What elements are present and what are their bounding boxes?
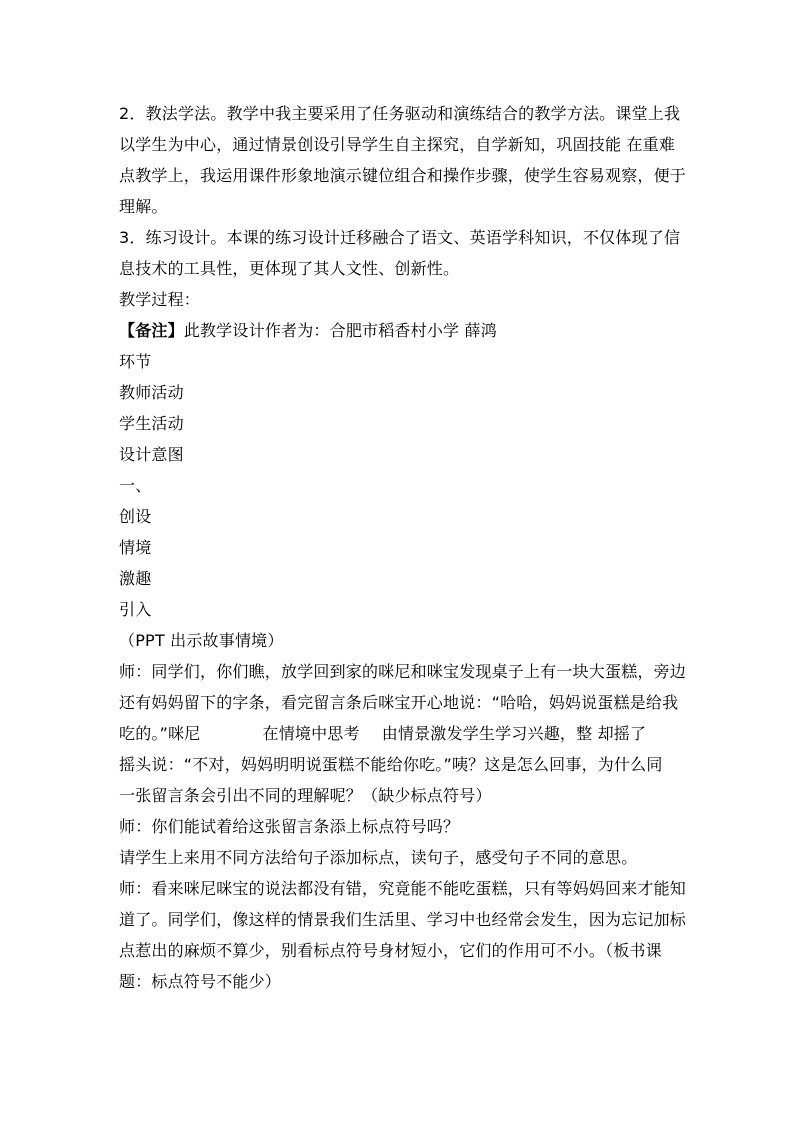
story2-line-7: 点惹出的麻烦不算少，别看标点符号身材短小，它们的作用可不小。（板书课 <box>119 941 662 960</box>
section-label-1: 一、 <box>119 476 152 495</box>
note-label: 【备注】 <box>119 321 184 340</box>
story-mixed-part1: 吃的。”咪尼 <box>119 724 201 743</box>
practice-line-2: 息技术的工具性，更体现了其人文性、创新性。 <box>119 259 460 278</box>
process-title: 教学过程： <box>119 290 201 309</box>
story2-line-4: 请学生上来用不同方法给句子添加标点，读句子，感受句子不同的意思。 <box>119 848 638 867</box>
section-label-4: 激趣 <box>119 569 152 588</box>
table-header-student: 学生活动 <box>119 414 184 433</box>
story2-line-6: 道了。同学们，像这样的情景我们生活里、学习中也经常会发生，因为忘记加标 <box>119 910 687 929</box>
story2-line-8: 题：标点符号不能少） <box>119 972 282 991</box>
method-line-4: 理解。 <box>119 197 168 216</box>
story-mixed-part3: 由情景激发学生学习兴趣，整 却摇了 <box>381 724 647 743</box>
story2-line-3: 师：你们能试着给这张留言条添上标点符号吗？ <box>119 817 460 836</box>
section-label-2: 创设 <box>119 507 152 526</box>
story-line-1: 师：同学们，你们瞧，放学回到家的咪尼和咪宝发现桌子上有一块大蛋糕，旁边 <box>119 662 687 681</box>
method-line-3: 点教学上，我运用课件形象地演示键位组合和操作步骤，使学生容易观察，便于 <box>119 166 687 185</box>
table-header-intent: 设计意图 <box>119 445 184 464</box>
section-label-3: 情境 <box>119 538 152 557</box>
document-body <box>119 98 687 997</box>
note-line <box>119 315 679 346</box>
practice-line-1: 3．练习设计。本课的练习设计迁移融合了语文、英语学科知识，不仅体现了信 <box>119 228 681 247</box>
story2-line-5: 师：看来咪尼咪宝的说法都没有错，究竟能不能吃蛋糕，只有等妈妈回来才能知 <box>119 879 687 898</box>
ppt-line: （PPT 出示故事情境） <box>119 631 284 650</box>
story2-line-1: 摇头说：“不对，妈妈明明说蛋糕不能给你吃。”咦？这是怎么回事，为什么同 <box>119 755 663 774</box>
story-mixed-line <box>119 718 679 749</box>
section-label-5: 引入 <box>119 600 152 619</box>
story-line-2: 还有妈妈留下的字条，看完留言条后咪宝开心地说：“哈哈，妈妈说蛋糕是给我 <box>119 693 679 712</box>
table-header-stage: 环节 <box>119 352 152 371</box>
method-line-2: 以学生为中心，通过情景创设引导学生自主探究，自学新知，巩固技能 在重难 <box>119 135 676 154</box>
story-mixed-part2: 在情境中思考 <box>262 724 360 743</box>
note-text: 此教学设计作者为：合肥市稻香村小学 薛鸿 <box>183 321 497 340</box>
table-header-teacher: 教师活动 <box>119 383 184 402</box>
story2-line-2: 一张留言条会引出不同的理解呢？（缺少标点符号） <box>119 786 492 805</box>
method-line-1: 2．教法学法。教学中我主要采用了任务驱动和演练结合的教学方法。课堂上我 <box>119 104 681 123</box>
